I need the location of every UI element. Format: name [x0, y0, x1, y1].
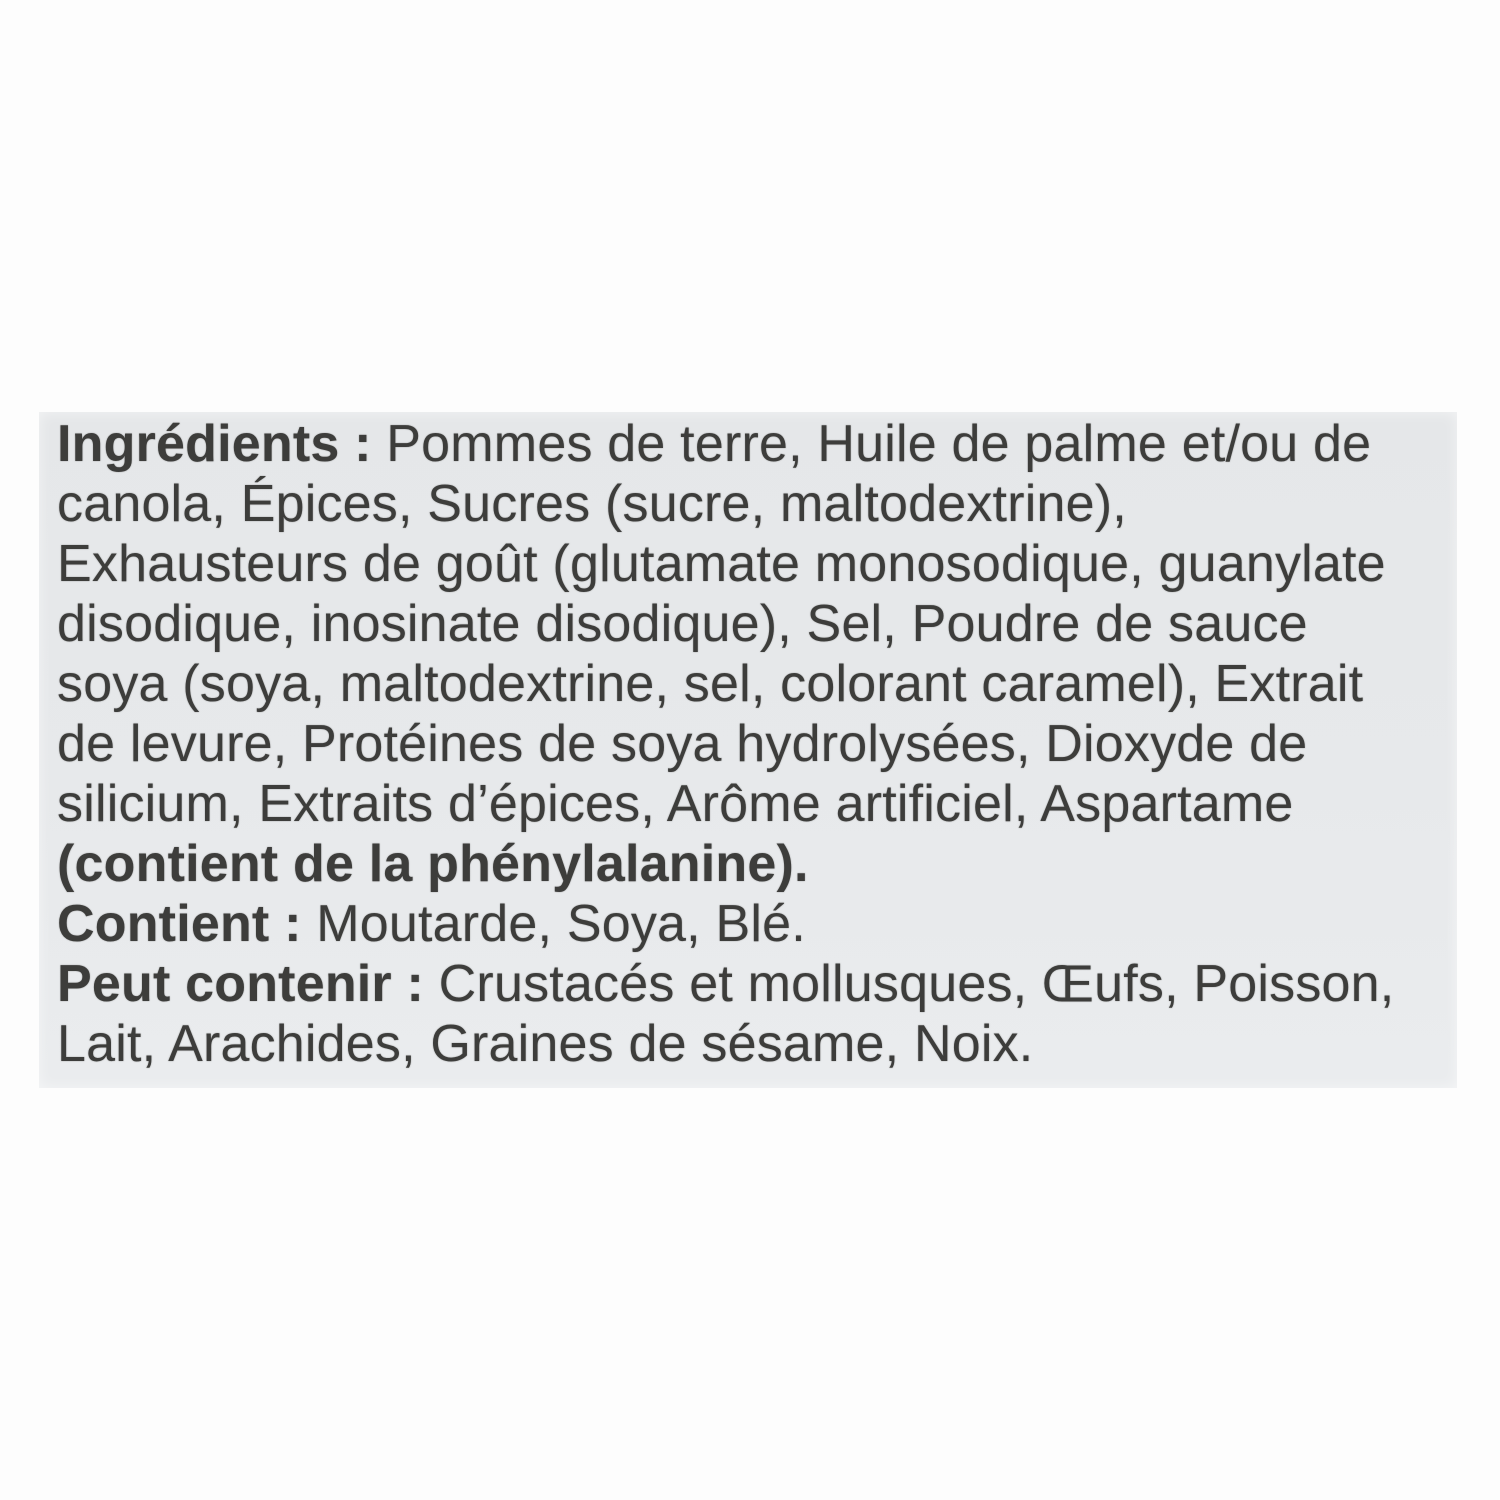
ingredients-text: canola, Épices, Sucres (sucre, maltodextrine),	[57, 475, 1127, 533]
ingredients-line	[57, 594, 1445, 654]
ingredients-text: de levure, Protéines de soya hydrolysées, Dioxyde de	[57, 715, 1308, 773]
ingredients-line	[57, 774, 1445, 834]
contains-heading: Contient :	[57, 895, 302, 953]
ingredients-text: soya (soya, maltodextrine, sel, colorant caramel), Extrait	[57, 655, 1364, 713]
ingredients-line	[57, 654, 1445, 714]
ingredients-label-panel	[39, 412, 1457, 1088]
may-contain-heading: Peut contenir :	[57, 955, 425, 1013]
ingredients-line	[57, 714, 1445, 774]
may-contain-text: Crustacés et mollusques, Œufs, Poisson,	[424, 955, 1395, 1013]
may-contain-line	[57, 1014, 1445, 1074]
phenylalanine-warning-line	[57, 834, 1445, 894]
ingredients-text: Pommes de terre, Huile de palme et/ou de	[371, 415, 1372, 473]
contains-text: Moutarde, Soya, Blé.	[301, 895, 806, 953]
ingredients-text: disodique, inosinate disodique), Sel, Poudre de sauce	[57, 595, 1308, 653]
may-contain-text: Lait, Arachides, Graines de sésame, Noix.	[57, 1015, 1034, 1073]
ingredients-heading: Ingrédients :	[57, 415, 372, 473]
phenylalanine-warning: (contient de la phénylalanine).	[57, 835, 809, 893]
ingredients-text: silicium, Extraits d’épices, Arôme artificiel, Aspartame	[57, 775, 1294, 833]
ingredients-line	[57, 534, 1445, 594]
ingredients-text: Exhausteurs de goût (glutamate monosodique, guanylate	[57, 535, 1386, 593]
ingredients-opening-line	[57, 414, 1445, 474]
contains-line	[57, 894, 1445, 954]
ingredients-line	[57, 474, 1445, 534]
may-contain-line	[57, 954, 1445, 1014]
